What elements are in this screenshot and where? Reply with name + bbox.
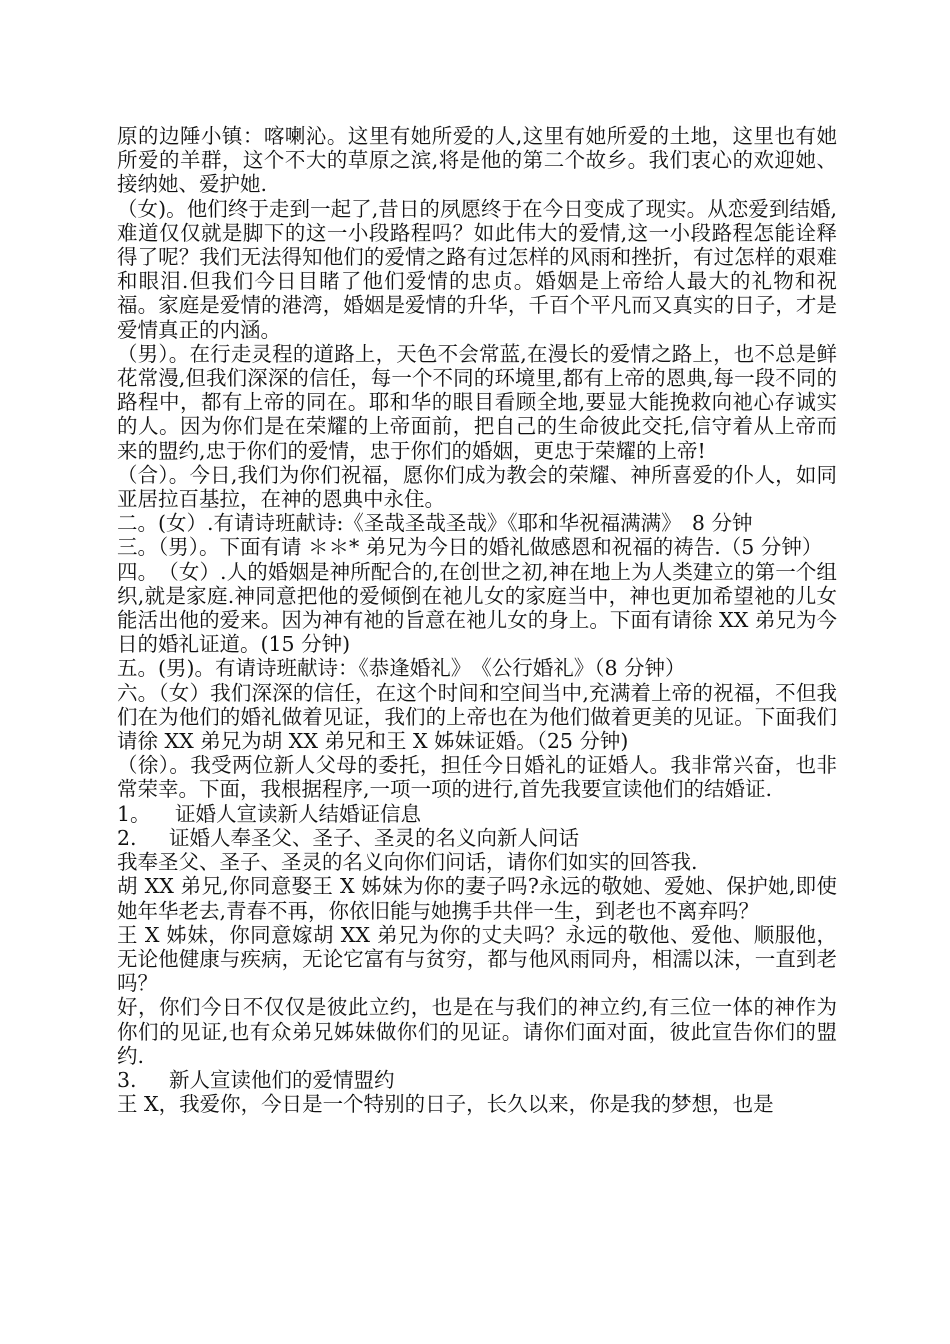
paragraph-vow-start: 王 X，我爱你，今日是一个特别的日子，长久以来，你是我的梦想，也是 [117,1092,774,1117]
paragraph-bride-question: 王 X 姊妹，你同意嫁胡 XX 弟兄为你的丈夫吗？永远的敬他、爱他、顺服他，无论他健康与疾病，无论它富有与贫穷，都与他风雨同舟，相濡以沫，一直到老吗？ [117,922,837,996]
step-2 [117,826,837,850]
step-number: 1。 [117,801,151,826]
paragraph-covenant: 好，你们今日不仅仅是彼此立约，也是在与我们的神立约,有三位一体的神作为你们的见证,也有众弟兄姊妹做你们的见证。请你们面对面，彼此宣告你们的盟约. [117,995,837,1068]
step-number: 2. [117,825,137,850]
program-item-3: 三。（男）。下面有请 ＊＊* 弟兄为今日的婚礼做感恩和祝福的祷告.（5 分钟） [117,535,823,560]
step-1 [117,802,837,826]
step-text: 证婚人宣读新人结婚证信息 [175,801,421,826]
paragraph-officiant: （徐）。我受两位新人父母的委托，担任今日婚礼的证婚人。我非常兴奋，也非常荣幸。下面，我根据程序,一项一项的进行,首先我要宣读他们的结婚证. [117,753,837,802]
paragraph-question-intro: 我奉圣父、圣子、圣灵的名义向你们问话，请你们如实的回答我. [117,850,698,875]
step-number: 3. [117,1067,137,1092]
paragraph-together: （合）。今日,我们为你们祝福，愿你们成为教会的荣耀、神所喜爱的仆人，如同亚居拉百基拉，在神的恩典中永住。 [117,462,837,512]
program-item-5: 五。(男)。有请诗班献诗：《恭逢婚礼》 《公行婚礼》（8 分钟） [117,656,686,681]
program-item-6: 六。（女）我们深深的信任，在这个时间和空间当中,充满着上帝的祝福，不但我们在为他们的婚礼做着见证，我们的上帝也在为他们做着更美的见证。下面我们请徐 XX 弟兄为胡 XX 弟兄和王 X 姊妹证婚。（25 分钟) [117,680,837,754]
step-3 [117,1068,837,1092]
document-page [117,124,837,1116]
step-text: 新人宣读他们的爱情盟约 [169,1067,395,1092]
step-text: 证婚人奉圣父、圣子、圣灵的名义向新人问话 [169,825,579,850]
paragraph-groom-question: 胡 XX 弟兄,你同意娶王 X 姊妹为你的妻子吗?永远的敬她、爱她、保护她,即使她年华老去,青春不再，你依旧能与她携手共伴一生，到老也不离弃吗？ [117,874,837,923]
paragraph-male-1: （男）。在行走灵程的道路上，天色不会常蓝,在漫长的爱情之路上，也不总是鲜花常漫,但我们深深的信任，每一个不同的环境里,都有上帝的恩典,每一段不同的路程中，都有上帝的同在。耶和华的眼目看顾全地,要显大能挽救向祂心存诚实的人。因为你们是在荣耀的上帝面前，把自己的生命彼此交托,信守着从上帝而来的盟约,忠于你们的爱情，忠于你们的婚姻，更忠于荣耀的上帝! [117,341,837,463]
paragraph-intro: 原的边陲小镇：喀喇沁。这里有她所爱的人,这里有她所爱的土地，这里也有她所爱的羊群，这个不大的草原之滨,将是他的第二个故乡。我们衷心的欢迎她、接纳她、爱护她. [117,124,837,197]
paragraph-female-1: （女)。他们终于走到一起了,昔日的夙愿终于在今日变成了现实。从恋爱到结婚,难道仅仅就是脚下的这一小段路程吗？如此伟大的爱情,这一小段路程怎能诠释得了呢？我们无法得知他们的爱情之路有过怎样的风雨和挫折，有过怎样的艰难和眼泪.但我们今日目睹了他们爱情的忠贞。婚姻是上帝给人最大的礼物和祝福。家庭是爱情的港湾，婚姻是爱情的升华，千百个平凡而又真实的日子，才是爱情真正的内涵。 [117,196,837,342]
program-item-4: 四。 （女）.人的婚姻是神所配合的,在创世之初,神在地上为人类建立的第一个组织,就是家庭.神同意把他的爱倾倒在祂儿女的家庭当中，神也更加希望祂的儿女能活出他的爱来。因为神有祂的旨意在祂儿女的身上。下面有请徐 XX 弟兄为今日的婚礼证道。(15 分钟) [117,559,837,657]
program-item-2: 二。(女）.有请诗班献诗:《圣哉圣哉圣哉》《耶和华祝福满满》 8 分钟 [117,511,753,536]
